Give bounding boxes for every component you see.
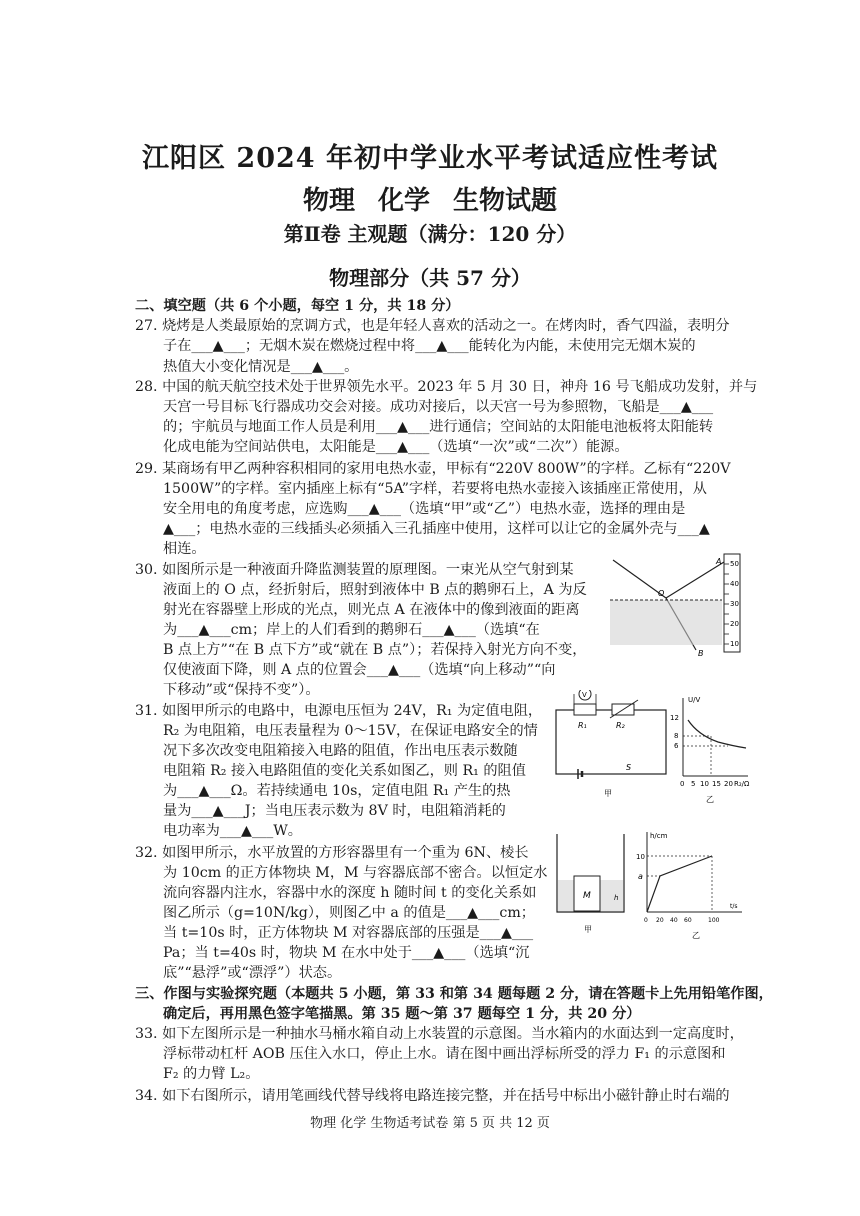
q31-line: 电功率为___▲___W。 bbox=[163, 823, 302, 839]
x-tick: 15 bbox=[712, 780, 721, 788]
q33-line: F₂ 的力臂 L₂。 bbox=[163, 1066, 260, 1082]
x-tick: 20 bbox=[656, 917, 664, 924]
ruler-label-50: 50 bbox=[730, 560, 739, 568]
y-tick: 8 bbox=[674, 732, 679, 740]
y-axis-label: U/V bbox=[688, 696, 701, 704]
q30-line: 为___▲___cm；岸上的人们看到的鹅卵石___▲___（选填“在 bbox=[163, 622, 540, 638]
x-axis-label: t/s bbox=[730, 903, 738, 910]
q30-line: B 点上方”“在 B 点下方”或“就在 B 点”）；若保持入射光方向不变， bbox=[163, 642, 587, 658]
r2-label: R₂ bbox=[616, 721, 625, 730]
circuit-loop bbox=[556, 710, 666, 774]
x-tick: 5 bbox=[691, 780, 696, 788]
section-title: 物理部分（共 57 分） bbox=[329, 266, 531, 290]
x-axis-label: R₂/Ω bbox=[734, 780, 750, 788]
q29-line: ▲___；电热水壶的三线插头必须插入三孔插座中使用，这样可以让它的金属外壳与___▲ bbox=[163, 521, 710, 537]
cube-label: M bbox=[583, 891, 591, 901]
section-heading-fill: 二、填空题（共 6 个小题，每空 1 分，共 18 分） bbox=[135, 298, 460, 314]
q30-line: 液面上的 O 点，经折射后，照射到液体中 B 点的鹅卵石上，A 为反 bbox=[163, 582, 587, 598]
reflected-ray bbox=[666, 562, 724, 598]
volume-title: 第Ⅱ卷 主观题（满分：120 分） bbox=[283, 222, 577, 246]
subject-title: 物理 化学 生物试题 bbox=[302, 186, 558, 216]
x-tick: 20 bbox=[724, 780, 733, 788]
q27-line: 27. 烧烤是人类最原始的烹调方式，也是年轻人喜欢的活动之一。在烤肉时，香气四溢，表明分 bbox=[135, 318, 730, 334]
q28-line: 天宫一号目标飞行器成功交会对接。成功对接后，以天宫一号为参照物，飞船是___▲___ bbox=[163, 399, 714, 415]
depth-time-line bbox=[647, 856, 712, 912]
q32-line: 图乙所示（g=10N/kg），则图乙中 a 的值是___▲___cm； bbox=[163, 905, 535, 921]
q32-line: Pa；当 t=40s 时，物块 M 在水中处于___▲___（选填“沉 bbox=[163, 945, 530, 961]
q33-line: 33. 如下左图所示是一种抽水马桶水箱自动上水装置的示意图。当水箱内的水面达到一定高度时， bbox=[135, 1026, 744, 1042]
q31-line: 量为___▲___J；当电压表示数为 8V 时，电阻箱消耗的 bbox=[163, 803, 506, 819]
q31-line: 况下多次改变电阻箱接入电路的阻值，作出电压表示数随 bbox=[163, 743, 518, 759]
q30-line: 仅使液面下降，则 A 点的位置会___▲___（选填“向上移动”“向 bbox=[163, 662, 556, 678]
q32-line: 当 t=10s 时，正方体物块 M 对容器底部的压强是___▲___ bbox=[163, 925, 534, 941]
switch-label: S bbox=[626, 763, 632, 772]
q30-line: 下移动”或“保持不变”）。 bbox=[163, 682, 320, 698]
x-tick: 40 bbox=[670, 917, 678, 924]
q29-line: 安全用电的角度考虑，应选购___▲___（选填“甲”或“乙”）电热水壶，选择的理由是 bbox=[163, 501, 686, 517]
q29-line: 29. 某商场有甲乙两种容积相同的家用电热水壶，甲标有“220V 800W”的字样。乙标有“220V bbox=[135, 461, 731, 477]
y-tick: 10 bbox=[636, 853, 645, 861]
point-a-label: A bbox=[716, 557, 722, 566]
x-tick: 0 bbox=[680, 780, 685, 788]
q31-line: 31. 如图甲所示的电路中，电源电压恒为 24V，R₁ 为定值电阻， bbox=[135, 703, 543, 719]
page-footer: 物理 化学 生物适考试卷 第 5 页 共 12 页 bbox=[310, 1116, 550, 1131]
q29-line: 相连。 bbox=[163, 541, 206, 557]
caption-jia: 甲 bbox=[604, 789, 612, 798]
q32-line: 为 10cm 的正方体物块 M，M 与容器底部不密合。以恒定水 bbox=[163, 865, 548, 881]
y-tick: 12 bbox=[670, 714, 679, 722]
section-heading-experiment: 三、作图与实验探究题（本题共 5 小题，第 33 和第 34 题每题 2 分，请在答题卡上先用铅笔作图， bbox=[135, 986, 773, 1002]
q30-line: 30. 如图所示是一种液面升降监测装置的原理图。一束光从空气射到某 bbox=[135, 562, 574, 578]
q32-line: 32. 如图甲所示，水平放置的方形容器里有一个重为 6N、棱长 bbox=[135, 845, 529, 861]
q30-line: 射光在容器壁上形成的光点，则光点 A 在液体中的像到液面的距离 bbox=[163, 602, 580, 618]
section-heading-experiment: 确定后，再用黑色签字笔描黑。第 35 题～第 37 题每空 1 分，共 20 分） bbox=[163, 1006, 641, 1022]
figure-q31 bbox=[548, 690, 758, 820]
liquid bbox=[610, 600, 722, 645]
q28-line: 的；宇航员与地面工作人员是利用___▲___进行通信；空间站的太阳能电池板将太阳能转 bbox=[163, 419, 714, 435]
q28-line: 化成电能为空间站供电，太阳能是___▲___（选填“一次”或“二次”）能源。 bbox=[163, 439, 629, 455]
ruler-label-10: 10 bbox=[730, 640, 739, 648]
point-o-label: O bbox=[658, 589, 665, 598]
caption-jia: 甲 bbox=[584, 925, 592, 934]
ruler-label-20: 20 bbox=[730, 620, 739, 628]
ruler-ticks bbox=[724, 564, 729, 644]
x-tick: 100 bbox=[708, 917, 720, 924]
q27-line: 热值大小变化情况是___▲___。 bbox=[163, 359, 359, 375]
q29-line: 1500W”的字样。室内插座上标有“5A”字样，若要将电热水壶接入该插座正常使用，从 bbox=[163, 481, 707, 497]
voltmeter-label: V bbox=[582, 691, 587, 699]
point-b-label: B bbox=[698, 649, 704, 658]
q33-line: 浮标带动杠杆 AOB 压住入水口，停止上水。请在图中画出浮标所受的浮力 F₁ 的示意图和 bbox=[163, 1046, 726, 1062]
caption-yi: 乙 bbox=[706, 795, 714, 804]
resistor-r1 bbox=[574, 704, 596, 715]
figure-q30 bbox=[608, 550, 748, 660]
r1-label: R₁ bbox=[578, 721, 587, 730]
y-tick: 6 bbox=[674, 742, 679, 750]
q32-line: 流向容器内注水，容器中水的深度 h 随时间 t 的变化关系如 bbox=[163, 885, 537, 901]
q34-line: 34. 如下右图所示，请用笔画线代替导线将电路连接完整，并在括号中标出小磁针静止时右端的 bbox=[135, 1088, 730, 1104]
depth-label: h bbox=[614, 894, 619, 902]
ruler-label-40: 40 bbox=[730, 580, 739, 588]
q31-line: 电阻箱 R₂ 接入电路阻值的变化关系如图乙，则 R₁ 的阻值 bbox=[163, 763, 526, 779]
q28-line: 28. 中国的航天航空技术处于世界领先水平。2023 年 5 月 30 日，神舟 16 号飞船成功发射，并与 bbox=[135, 379, 758, 395]
x-tick: 10 bbox=[700, 780, 709, 788]
y-axis-label: h/cm bbox=[650, 832, 668, 840]
q31-line: R₂ 为电阻箱，电压表量程为 0～15V，在保证电路安全的情 bbox=[163, 723, 538, 739]
y-tick-a: a bbox=[638, 872, 643, 881]
exam-title: 江阳区 2024 年初中学业水平考试适应性考试 bbox=[142, 143, 718, 174]
q32-line: 底”“悬浮”或“漂浮”）状态。 bbox=[163, 965, 342, 981]
caption-yi: 乙 bbox=[692, 931, 700, 940]
x-tick: 60 bbox=[684, 917, 692, 924]
x-tick: 0 bbox=[644, 917, 648, 924]
voltage-curve bbox=[688, 720, 746, 748]
figure-q32 bbox=[552, 828, 752, 948]
ruler-label-30: 30 bbox=[730, 600, 739, 608]
q31-line: 为___▲___Ω。若持续通电 10s，定值电阻 R₁ 产生的热 bbox=[163, 783, 511, 799]
q27-line: 子在___▲___；无烟木炭在燃烧过程中将___▲___能转化为内能，未使用完无烟木炭的 bbox=[163, 338, 696, 354]
